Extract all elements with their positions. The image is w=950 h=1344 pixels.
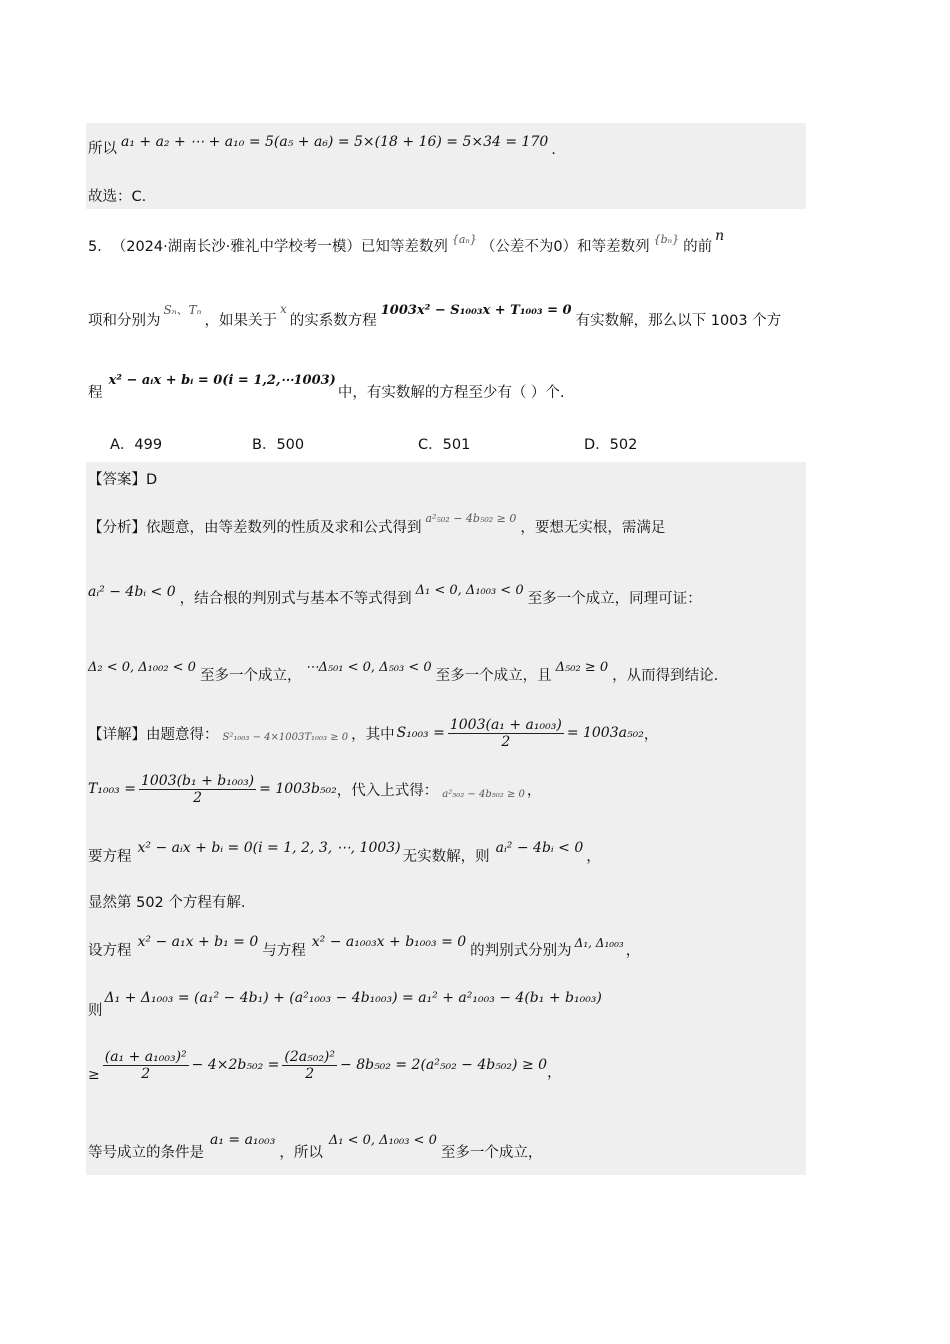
- detail-line2: T₁₀₀₃ = $\frac{\text{1003(b₁ + b₁₀₀₃)}}{2}$ = 1003b₅₀₂ ，代入上式得： a²₅₀₂ − 4b₅₀₂ ≥ 0 ，: [88, 772, 542, 806]
- detail-line7: ≥ $\frac{\text{(a₁ + a₁₀₀₃)²}}{2}$ − 4×2b₅₀₂ = $\frac{\text{(2a₅₀₂)²}}{2}$ − 8b₅₀₂ = 2(a²₅₀₂ − 4b₅₀₂) ≥ 0 ，: [88, 1048, 562, 1083]
- analysis-line2: aᵢ² − 4bᵢ < 0 ，结合根的判别式与基本不等式得到 Δ₁ < 0, Δ₁₀₀₃ < 0 至多一个成立，同理可证：: [88, 583, 702, 607]
- analysis-label: 【分析】: [88, 520, 146, 536]
- q5-line2: 项和分别为 Sₙ、Tₙ ，如果关于 x 的实系数方程 1003x² − S₁₀₀₃x + T₁₀₀₃ = 0 有实数解，那么以下 1003 个方: [88, 302, 782, 329]
- main-equation: 1003x² − S₁₀₀₃x + T₁₀₀₃ = 0: [380, 303, 572, 318]
- option-b[interactable]: B．500: [252, 437, 305, 453]
- detail-line3: 要方程 x² − aᵢx + bᵢ = 0(i = 1, 2, 3, ⋯, 1003) 无实数解，则 aᵢ² − 4bᵢ < 0 ，: [88, 840, 601, 865]
- option-a[interactable]: A．499: [110, 437, 163, 453]
- question-number: 5．: [88, 239, 112, 255]
- option-d[interactable]: D．502: [584, 437, 638, 453]
- detail-label: 【详解】: [88, 726, 146, 743]
- answer-line: 【答案】D: [88, 472, 158, 488]
- option-c[interactable]: C．501: [418, 437, 471, 453]
- sol4-line1: 所以 a₁ + a₂ + ⋯ + a₁₀ = 5(a₅ + a₆) = 5×(18 + 16) = 5×34 = 170 .: [88, 134, 556, 158]
- sol4-answer: 故选：C.: [88, 189, 147, 205]
- analysis-line3: Δ₂ < 0, Δ₁₀₀₂ < 0 至多一个成立， ⋯Δ₅₀₁ < 0, Δ₅₀₃ < 0 至多一个成立，且 Δ₅₀₂ ≥ 0 ，从而得到结论.: [88, 660, 719, 684]
- detail-line4: 显然第 502 个方程有解.: [88, 895, 246, 911]
- detail-line5: 设方程 x² − a₁x + b₁ = 0 与方程 x² − a₁₀₀₃x + b₁₀₀₃ = 0 的判别式分别为 Δ₁, Δ₁₀₀₃ ，: [88, 934, 641, 959]
- question-source: （2024·湖南长沙·雅礼中学校考一模）: [111, 239, 361, 255]
- sol4-sum-formula: a₁ + a₂ + ⋯ + a₁₀ = 5(a₅ + a₆) = 5×(18 + 16) = 5×34 = 170: [121, 134, 549, 150]
- q5-line3: 程 x² − aᵢx + bᵢ = 0(i = 1,2,⋯1003) 中，有实数解的方程至少有（ ）个.: [88, 373, 565, 401]
- equation-family: x² − aᵢx + bᵢ = 0(i = 1,2,⋯1003): [108, 373, 336, 388]
- q5-line1: 5． （2024·湖南长沙·雅礼中学校考一模） 已知等差数列 {aₙ} （公差不为0）和等差数列 {bₙ} 的前 n: [88, 228, 725, 255]
- analysis-line1: 【分析】 依题意，由等差数列的性质及求和公式得到 a²₅₀₂ − 4b₅₀₂ ≥ 0 ，要想无实根，需满足: [88, 512, 666, 536]
- detail-line8: 等号成立的条件是 a₁ = a₁₀₀₃ ，所以 Δ₁ < 0, Δ₁₀₀₃ < 0 至多一个成立，: [88, 1132, 543, 1161]
- detail-line1: 【详解】 由题意得： S²₁₀₀₃ − 4×1003T₁₀₀₃ ≥ 0 ，其中 S₁₀₀₃ = $\frac{\text{1003(a₁ + a₁₀₀₃)}}{2}$ = 1003a₅₀₂ ，: [88, 716, 659, 750]
- detail-line6: 则 Δ₁ + Δ₁₀₀₃ = (a₁² − 4b₁) + (a²₁₀₀₃ − 4b₁₀₀₃) = a₁² + a²₁₀₀₃ − 4(b₁ + b₁₀₀₃): [88, 990, 602, 1019]
